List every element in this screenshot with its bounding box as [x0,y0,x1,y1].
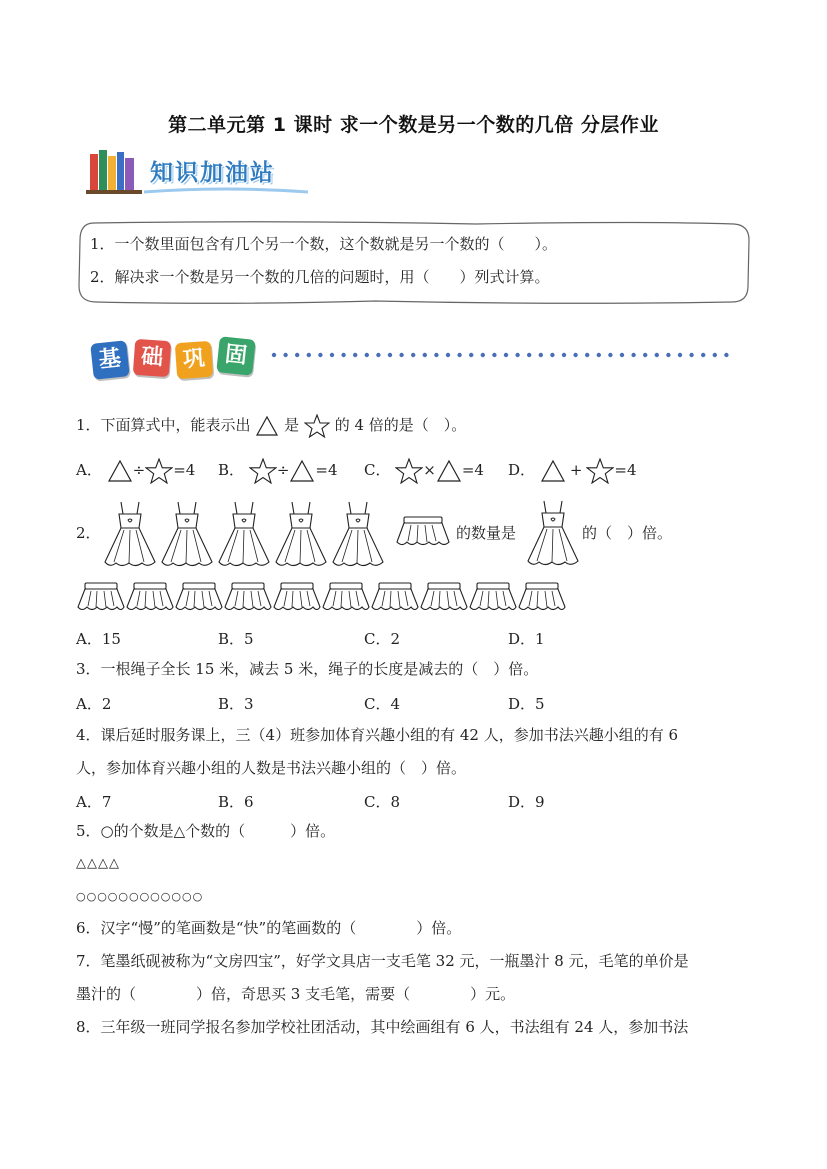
q1-stem [76,414,466,438]
divider-dot [283,353,287,357]
divider-dot [388,353,392,357]
q1-option-a-op: ÷ [132,461,146,479]
divider-dot [272,353,276,357]
q3-option-d[interactable]: D．5 [508,695,545,713]
skirt-icon [272,580,322,614]
q2-option-a[interactable]: A．15 [76,630,121,648]
divider-dot [353,353,357,357]
divider-dot [399,353,403,357]
divider-dot [330,353,334,357]
q3-option-b[interactable]: B．3 [218,695,254,713]
divider-dot [492,353,496,357]
skirt-icon [174,580,224,614]
banner-tile-4: 固 [216,336,256,376]
triangle-icon [289,459,315,483]
q1-option-b[interactable] [218,458,338,484]
q1-stem-c: 的 4 倍的是（ ）。 [334,416,467,434]
dress-icon [159,500,215,572]
q4-option-b[interactable]: B．6 [218,793,254,811]
skirt-row [76,580,576,616]
q1-option-d-op: + [569,461,583,479]
q1-option-c-eq: =4 [461,461,484,479]
divider-dot [457,353,461,357]
q1-option-b-eq: =4 [315,461,338,479]
q4-stem-line2: 人，参加体育兴趣小组的人数是书法兴趣小组的（ ）倍。 [76,759,467,777]
divider-dot [573,353,577,357]
q1-option-a-label: A． [76,461,102,479]
divider-dot [620,353,624,357]
divider-dot [423,353,427,357]
q3-stem: 3．一根绳子全长 15 米，减去 5 米，绳子的长度是减去的（ ）倍。 [76,660,539,678]
q1-option-b-op: ÷ [276,461,290,479]
banner-tile-1: 基 [90,340,130,380]
triangle-icon [107,459,133,483]
star-icon [586,458,614,484]
triangle-icon [255,415,279,437]
divider-dot [539,353,543,357]
divider-dot [643,353,647,357]
banner-tile-2: 础 [133,339,171,377]
q2-middle-text: 的数量是 [456,524,517,542]
triangle-icon [540,459,566,483]
knowledge-item-1: 1．一个数里面包含有几个另一个数，这个数就是另一个数的（ ）。 [90,235,558,253]
q1-option-b-label: B． [218,461,245,479]
q1-option-c-label: C． [364,461,391,479]
q5-triangles: △△△△ [76,856,120,871]
divider-dot [608,353,612,357]
skirt-icon [223,580,273,614]
knowledge-item-2: 2．解决求一个数是另一个数的几倍的问题时，用（ ）列式计算。 [90,268,550,286]
divider-dot [446,353,450,357]
dress-icon [330,500,386,572]
skirt-icon [76,580,126,614]
page-title: 第二单元第 1 课时 求一个数是另一个数的几倍 分层作业 [168,114,659,136]
star-icon [304,414,330,438]
skirt-icon [321,580,371,614]
divider-dot [666,353,670,357]
divider-dot [597,353,601,357]
divider-dot [527,353,531,357]
divider-dot [341,353,345,357]
banner-tile-3: 巩 [175,341,213,379]
star-icon [395,458,423,484]
q1-option-d-eq: =4 [614,461,637,479]
skirt-icon [370,580,420,614]
triangle-icon [436,459,462,483]
q7-stem-line2: 墨汁的（ ）倍，奇思买 3 支毛笔，需要（ ）元。 [76,985,516,1003]
q1-option-d[interactable] [508,458,637,484]
q3-option-a[interactable]: A．2 [76,695,112,713]
divider-dot [411,353,415,357]
q4-option-d[interactable]: D．9 [508,793,545,811]
divider-dot [481,353,485,357]
divider-dot [631,353,635,357]
dotted-divider [270,351,742,359]
divider-dot [318,353,322,357]
q7-stem-line1: 7．笔墨纸砚被称为“文房四宝”，好学文具店一支毛笔 32 元，一瓶墨汁 8 元，毛笔的单价是 [76,952,689,970]
dress-icon [273,500,329,572]
q1-option-a[interactable] [76,458,195,484]
divider-dot [504,353,508,357]
basic-banner [86,336,266,386]
q2-number: 2． [76,524,101,542]
divider-dot [655,353,659,357]
divider-dot [550,353,554,357]
divider-dot [469,353,473,357]
q1-stem-a: 1．下面算式中，能表示出 [76,416,251,434]
divider-dot [515,353,519,357]
q5-circles: ○○○○○○○○○○○○ [76,890,204,903]
star-icon [249,458,277,484]
q1-option-d-label: D． [508,461,536,479]
divider-dot [434,353,438,357]
q1-option-c[interactable] [364,458,484,484]
skirt-icon [394,514,452,550]
q2-end-text: 的（ ）倍。 [582,524,673,542]
divider-dot [713,353,717,357]
dress-row [102,500,388,572]
divider-dot [295,353,299,357]
divider-dot [365,353,369,357]
skirt-icon [125,580,175,614]
divider-dot [585,353,589,357]
divider-dot [376,353,380,357]
q5-stem: 5．○的个数是△个数的（ ）倍。 [76,822,336,840]
dress-icon [102,500,158,572]
q2-option-c[interactable]: C．2 [364,630,401,648]
knowledge-banner-title: 知识加油站 [150,160,275,186]
star-icon [145,458,173,484]
dress-icon [216,500,272,572]
divider-dot [678,353,682,357]
divider-dot [701,353,705,357]
q2-option-d[interactable]: D．1 [508,630,545,648]
q4-stem-line1: 4．课后延时服务课上，三（4）班参加体育兴趣小组的有 42 人，参加书法兴趣小组的有 6 [76,726,679,744]
knowledge-box-frame [76,220,752,306]
q2-option-b[interactable]: B．5 [218,630,254,648]
skirt-icon [468,580,518,614]
divider-dot [307,353,311,357]
dress-icon [525,499,581,571]
divider-dot [724,353,728,357]
q4-option-c[interactable]: C．8 [364,793,401,811]
divider-dot [562,353,566,357]
q4-option-a[interactable]: A．7 [76,793,112,811]
q1-option-a-eq: =4 [173,461,196,479]
q6-stem: 6．汉字“慢”的笔画数是“快”的笔画数的（ ）倍。 [76,919,462,937]
q3-option-c[interactable]: C．4 [364,695,401,713]
skirt-icon [517,580,567,614]
q1-stem-b: 是 [284,416,300,434]
q1-option-c-op: × [423,461,436,479]
q8-stem: 8．三年级一班同学报名参加学校社团活动，其中绘画组有 6 人，书法组有 24 人，参加书法 [76,1018,689,1036]
skirt-icon [419,580,469,614]
divider-dot [689,353,693,357]
